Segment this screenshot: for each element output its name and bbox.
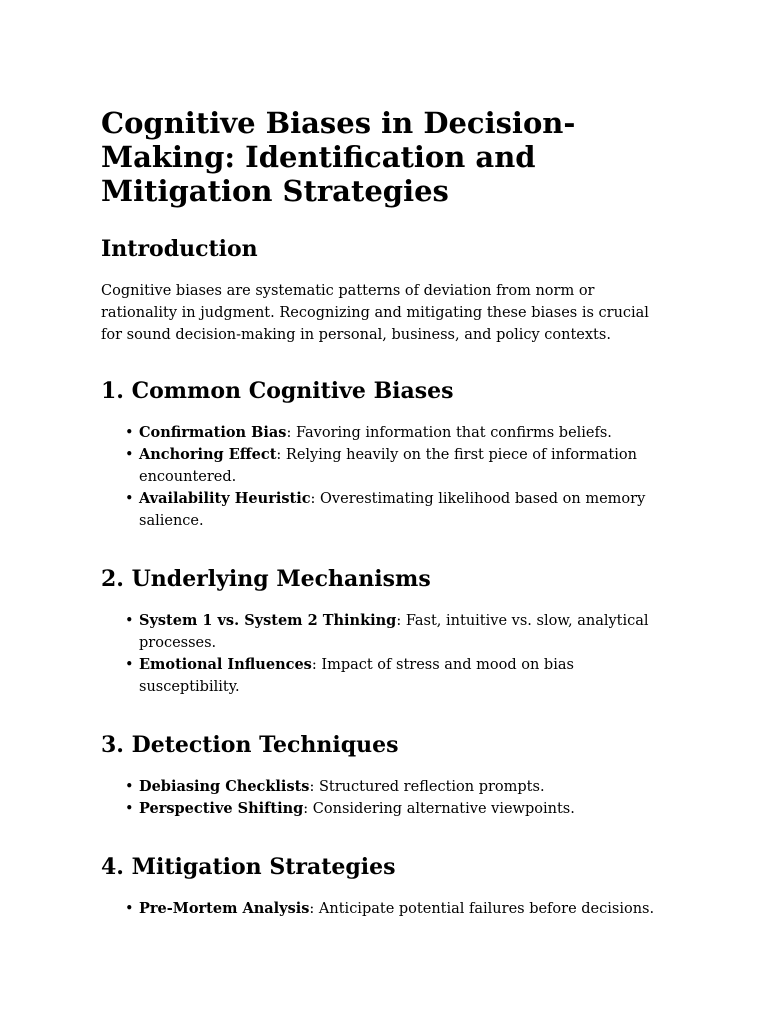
bullet-icon: • (125, 447, 134, 463)
list-item-term: Availability Heuristic (139, 490, 311, 507)
bullet-list (101, 422, 661, 532)
bullet-icon: • (125, 613, 134, 629)
list-item-description: : Favoring information that confirms beliefs. (286, 425, 612, 441)
list-item-description: : Relying heavily on the first piece of information encountered. (139, 447, 637, 485)
section-heading: 3. Detection Techniques (101, 732, 399, 758)
section-heading: 4. Mitigation Strategies (101, 854, 396, 880)
bullet-icon: • (125, 657, 134, 673)
document-content (101, 106, 661, 952)
list-item (125, 444, 661, 488)
document-title: Cognitive Biases in Decision-Making: Identification and Mitigation Strategies (101, 106, 576, 208)
list-item (125, 610, 661, 654)
section-heading: 1. Common Cognitive Biases (101, 378, 454, 404)
list-item-term: System 1 vs. System 2 Thinking (139, 612, 397, 629)
list-item-term: Confirmation Bias (139, 424, 287, 441)
section-common-biases (101, 376, 661, 532)
list-item-term: Pre-Mortem Analysis (139, 900, 310, 917)
bullet-icon: • (125, 425, 134, 441)
intro-paragraph: Cognitive biases are systematic patterns of deviation from norm or rationality in judgment. Recognizing and mitigating these biases is crucial for sound decision-making in personal, business, and policy contexts. (101, 283, 649, 343)
section-mitigation-strategies (101, 852, 661, 920)
bullet-list (101, 610, 661, 698)
intro-heading: Introduction (101, 236, 258, 262)
list-item (125, 488, 661, 532)
bullet-list (101, 776, 661, 820)
list-item (125, 654, 661, 698)
list-item-term: Debiasing Checklists (139, 778, 310, 795)
list-item-description: : Overestimating likelihood based on memory salience. (139, 491, 646, 529)
section-underlying-mechanisms (101, 564, 661, 698)
bullet-icon: • (125, 801, 134, 817)
list-item-description: : Structured reflection prompts. (309, 779, 545, 795)
list-item-description: : Impact of stress and mood on bias susceptibility. (139, 657, 574, 695)
list-item-description: : Anticipate potential failures before decisions. (309, 901, 655, 917)
section-heading: 2. Underlying Mechanisms (101, 566, 431, 592)
list-item-term: Anchoring Effect (139, 446, 277, 463)
bullet-icon: • (125, 491, 134, 507)
list-item-description: : Considering alternative viewpoints. (303, 801, 575, 817)
list-item-description: : Fast, intuitive vs. slow, analytical processes. (139, 613, 649, 651)
section-detection-techniques (101, 730, 661, 820)
bullet-icon: • (125, 901, 134, 917)
list-item (125, 898, 661, 920)
bullet-list (101, 898, 661, 920)
bullet-icon: • (125, 779, 134, 795)
list-item (125, 422, 661, 444)
list-item (125, 776, 661, 798)
list-item-term: Perspective Shifting (139, 800, 304, 817)
list-item-term: Emotional Influences (139, 656, 312, 673)
list-item (125, 798, 661, 820)
